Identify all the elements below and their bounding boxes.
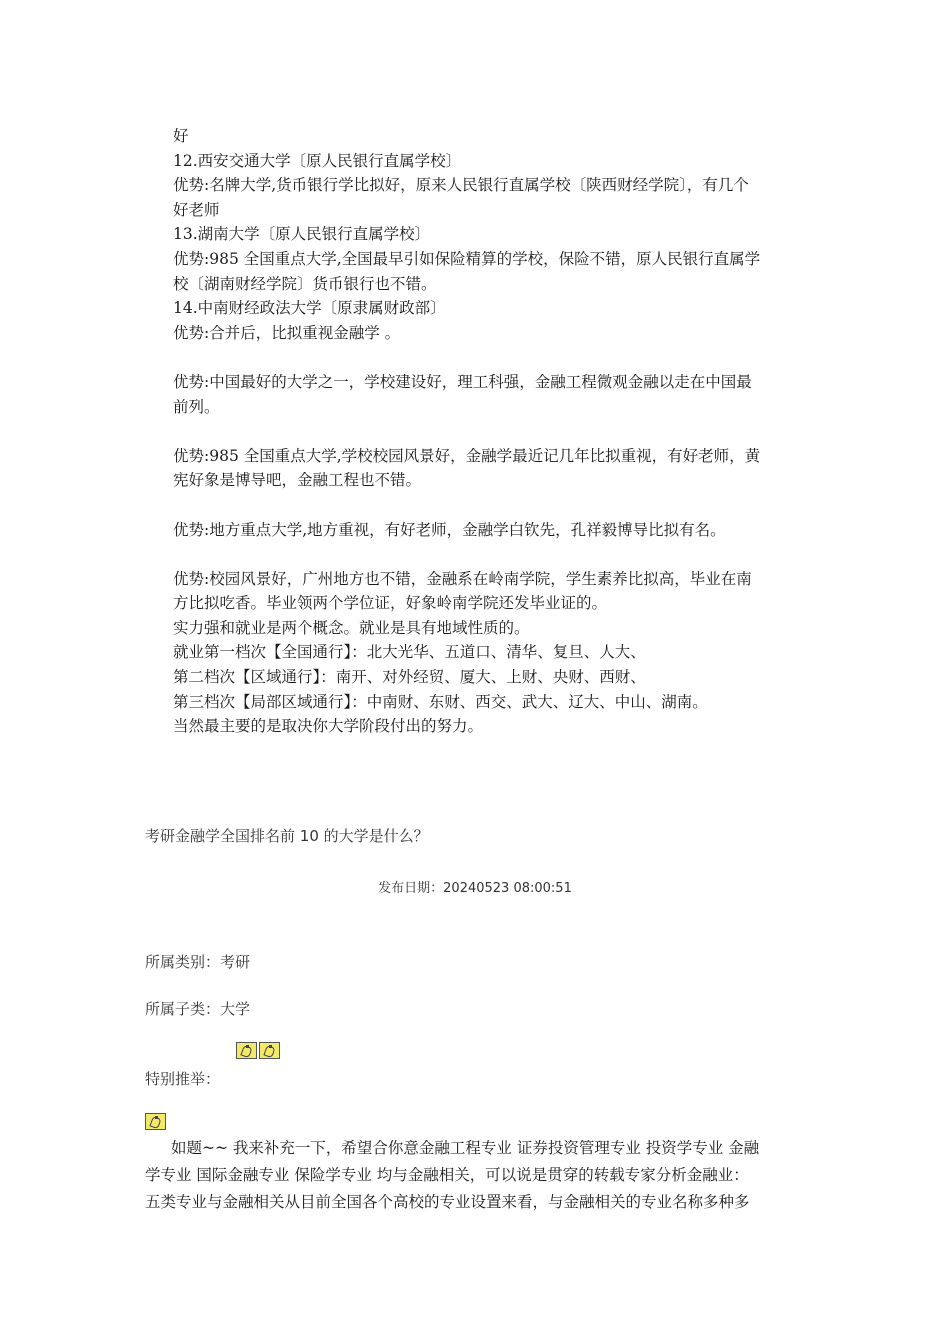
- blank-line: [173, 493, 813, 518]
- text-line: 好老师: [173, 200, 220, 219]
- text-line: 13.湖南大学〔原人民银行直属学校〕: [173, 225, 431, 244]
- publish-date: 发布日期：20240523 08:00:51: [378, 881, 572, 896]
- text-line: 优势:名牌大学,货币银行学比拟好，原来人民银行直属学校〔陕西财经学院〕，有几个: [173, 176, 749, 195]
- text-line: 就业第一档次【全国通行】：北大光华、五道口、清华、复旦、人大、: [173, 643, 646, 662]
- body-link-icon-wrapper: [145, 1113, 166, 1132]
- link-icon[interactable]: [236, 1042, 257, 1059]
- text-line: 实力强和就业是两个概念。就业是具有地域性质的。: [173, 618, 530, 637]
- recommend-icons: [236, 1042, 282, 1061]
- text-line: 优势:校园风景好，广州地方也不错，金融系在岭南学院，学生素养比拟高，毕业在南: [173, 569, 752, 588]
- text-line: 优势:地方重点大学,地方重视，有好老师，金融学白钦先，孔祥毅博导比拟有名。: [173, 520, 726, 539]
- article-body: [145, 1135, 810, 1216]
- blank-line: [173, 419, 813, 444]
- category-label: 所属类别：考研: [145, 953, 251, 971]
- text-line: 优势:中国最好的大学之一，学校建设好，理工科强，金融工程微观金融以走在中国最: [173, 372, 752, 391]
- blank-line: [173, 345, 813, 370]
- text-line: 12.西安交通大学〔原人民银行直属学校〕: [173, 151, 462, 170]
- text-line: 前列。: [173, 397, 220, 416]
- text-line: 优势:985 全国重点大学,全国最早引如保险精算的学校，保险不错，原人民银行直属学: [173, 249, 761, 268]
- text-line: 优势:合并后，比拟重视金融学 。: [173, 323, 401, 342]
- text-line: 宪好象是博导吧，金融工程也不错。: [173, 471, 422, 490]
- article-title: 考研金融学全国排名前 10 的大学是什么？: [145, 827, 429, 845]
- text-line: 好: [173, 127, 189, 145]
- recommend-label: 特别推举：: [145, 1070, 221, 1088]
- body-line: 五类专业与金融相关从目前全国各个高校的专业设置来看，与金融相关的专业名称多种多: [145, 1193, 750, 1211]
- text-line: 第二档次【区域通行】：南开、对外经贸、厦大、上财、央财、西财、: [173, 668, 646, 687]
- link-icon[interactable]: [145, 1113, 166, 1130]
- blank-line: [173, 542, 813, 567]
- text-line: 方比拟吃香。毕业领两个学位证，好象岭南学院还发毕业证的。: [173, 594, 608, 613]
- body-paragraph: [145, 1135, 810, 1216]
- text-line: 第三档次【局部区域通行】：中南财、东财、西交、武大、辽大、中山、湖南。: [173, 692, 708, 711]
- text-line: 当然最主要的是取决你大学阶段付出的努力。: [173, 717, 484, 736]
- link-icon[interactable]: [259, 1042, 280, 1059]
- subcategory-label: 所属子类：大学: [145, 1000, 251, 1018]
- body-line: 如题~~ 我来补充一下，希望合你意金融工程专业 证券投资管理专业 投资学专业 金融: [171, 1139, 760, 1157]
- text-line: 优势:985 全国重点大学,学校校园风景好，金融学最近记几年比拟重视，有好老师，黄: [173, 446, 761, 465]
- body-line: 学专业 国际金融专业 保险学专业 均与金融相关，可以说是贯穿的转载专家分析金融业：: [145, 1166, 749, 1184]
- upper-text-block: [173, 124, 813, 739]
- text-line: 14.中南财经政法大学〔原隶属财政部〕: [173, 299, 446, 318]
- text-line: 校〔湖南财经学院〕货币银行也不错。: [173, 274, 437, 293]
